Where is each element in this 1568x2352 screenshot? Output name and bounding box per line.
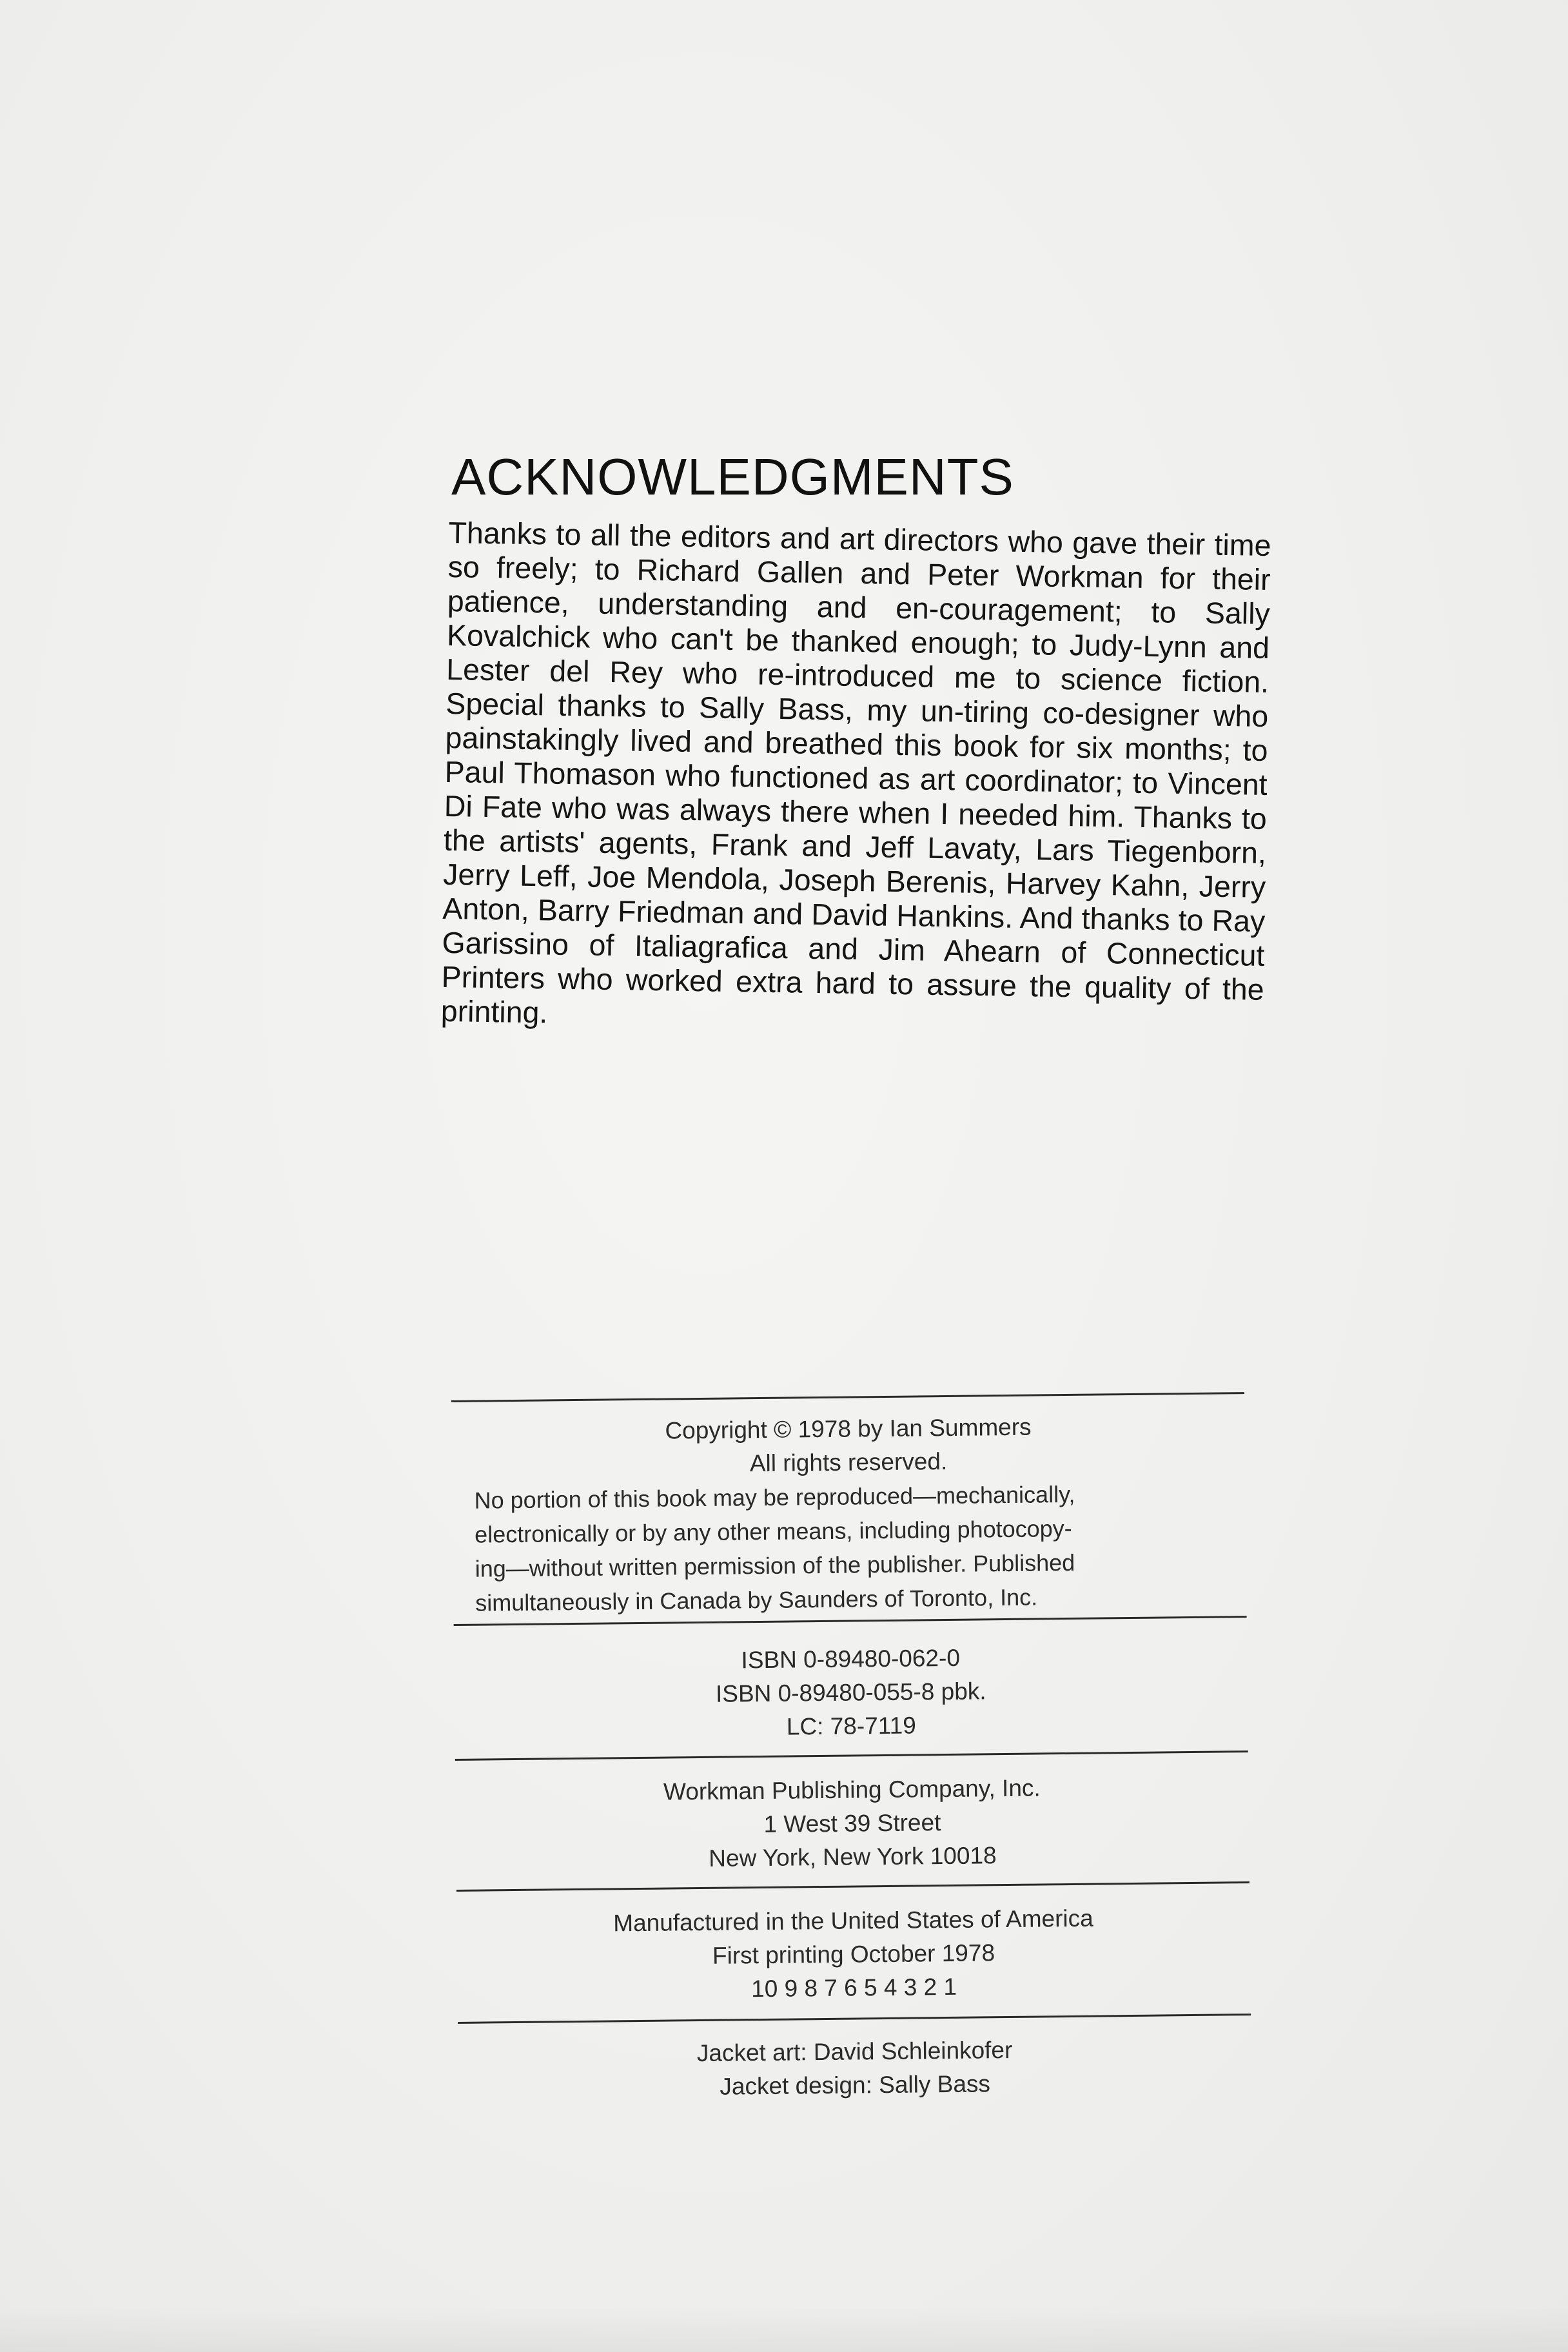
lc-number: LC: 78-7119 xyxy=(786,1712,916,1740)
copyright-notice-line: No portion of this book may be reproduced—mechanically, xyxy=(474,1480,1075,1514)
first-printing-line: First printing October 1978 xyxy=(712,1939,995,1969)
copyright-notice-line: ing—without written permission of the publisher. Published xyxy=(475,1549,1075,1582)
isbn-block xyxy=(454,1618,1248,1759)
publisher-name: Workman Publishing Company, Inc. xyxy=(663,1774,1041,1805)
publisher-block xyxy=(455,1752,1250,1890)
copyright-notice-line: simultaneously in Canada by Saunders of Toronto, Inc. xyxy=(475,1583,1038,1616)
isbn-hardcover: ISBN 0-89480-062-0 xyxy=(741,1644,961,1674)
publisher-street: 1 West 39 Street xyxy=(763,1809,941,1838)
jacket-art-credit: Jacket art: David Schleinkofer xyxy=(696,2036,1013,2067)
rights-reserved-line: All rights reserved. xyxy=(749,1447,948,1477)
copyright-line: Copyright © 1978 by Ian Summers xyxy=(665,1413,1032,1444)
copyright-notice-line: electronically or by any other means, including photocopy- xyxy=(474,1514,1072,1548)
print-line: 10 9 8 7 6 5 4 3 2 1 xyxy=(750,1973,957,2003)
acknowledgments-title: ACKNOWLEDGMENTS xyxy=(451,448,1014,505)
printing-block xyxy=(456,1883,1251,2022)
page-bottom-edge xyxy=(0,2307,1568,2352)
colophon xyxy=(451,1392,1251,2106)
jacket-credits-block xyxy=(458,2015,1251,2106)
acknowledgments-body: Thanks to all the editors and art directors who gave their time so freely; to Richard Gallen and Peter Workman for their patience, understanding and en-couragement; to Sally Kovalchick who can't be thanked enough; to Judy-Lynn and Lester del Rey who re-introduced me to science fiction. Special thanks to Sally Bass, my un-tiring co-designer who painstakingly lived and breathed this book for six months; to Paul Thomason who functioned as art coordinator; to Vincent Di Fate who was always there when I needed him. Thanks to the artists' agents, Frank and Jeff Lavaty, Lars Tiegenborn, Jerry Leff, Joe Mendola, Joseph Berenis, Harvey Kahn, Jerry Anton, Barry Friedman and David Hankins. And thanks to Ray Garissino of Italiagrafica and Jim Ahearn of Connecticut Printers who worked extra hard to assure the quality of the printing. xyxy=(440,516,1271,1030)
isbn-paperback: ISBN 0-89480-055-8 pbk. xyxy=(715,1678,986,1707)
manufactured-line: Manufactured in the United States of America xyxy=(613,1905,1093,1937)
copyright-block xyxy=(451,1394,1247,1624)
jacket-design-credit: Jacket design: Sally Bass xyxy=(720,2070,991,2100)
publisher-city: New York, New York 10018 xyxy=(709,1842,997,1872)
